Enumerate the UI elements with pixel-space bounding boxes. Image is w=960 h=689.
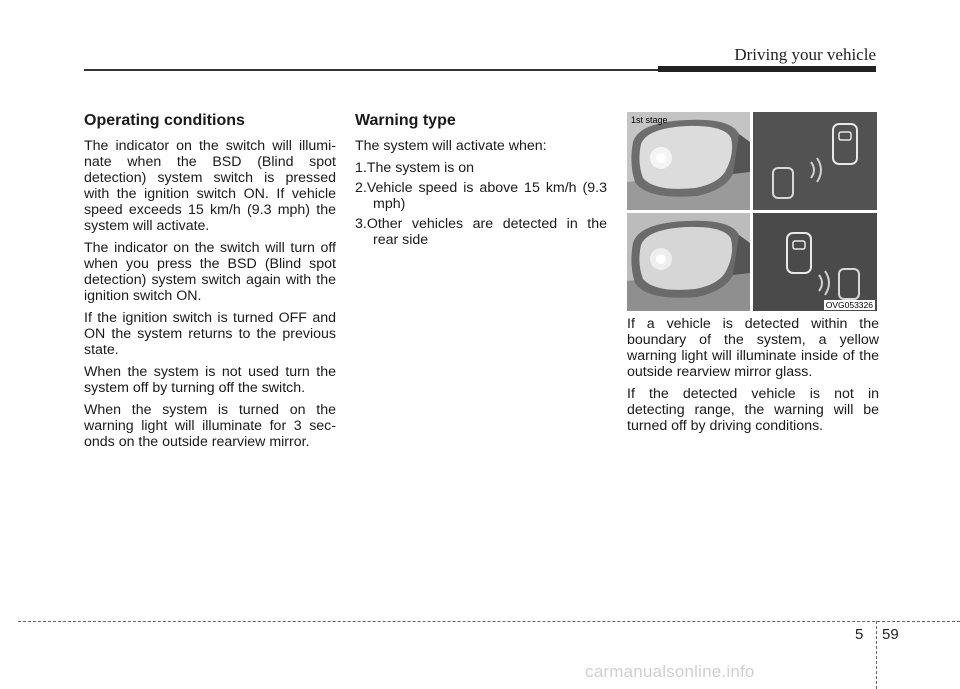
- warning-type-section: [355, 112, 607, 252]
- operating-paragraph: The indicator on the switch will illumi-nate when the BSD (Blind spot detection) system switch is pressed with the ignition switch ON. If vehicle speed exceeds 15 km/h (9.3 mph) the system will activate.: [84, 138, 336, 234]
- watermark: carmanualsonline.info: [585, 662, 755, 681]
- warning-type-heading: Warning type: [355, 112, 456, 129]
- mirror-photo-second: [627, 213, 750, 311]
- vehicle-detection-diagram-bottom: [753, 213, 877, 311]
- page-number-separator: [876, 621, 877, 689]
- page-header-title: Driving your vehicle: [734, 45, 876, 64]
- header-accent-bar: [658, 66, 876, 72]
- list-item: 3.Other vehicles are detected in the rear side: [355, 216, 607, 248]
- chapter-number: 5: [855, 626, 864, 643]
- operating-paragraph: When the system is turned on the warning light will illuminate for 3 sec-onds on the outside rearview mirror.: [84, 402, 336, 450]
- stage-label: 1st stage: [631, 115, 668, 125]
- warning-description-section: [627, 316, 879, 440]
- warning-intro: The system will activate when:: [355, 138, 547, 154]
- operating-conditions-heading: Operating conditions: [84, 112, 245, 129]
- operating-paragraph: If the ignition switch is turned OFF and ON the system returns to the previous state.: [84, 310, 336, 358]
- list-item: 1.The system is on: [355, 160, 475, 176]
- mirror-photo-first-stage: [627, 112, 750, 210]
- warning-conditions-list: [355, 160, 607, 248]
- footer-divider: [18, 621, 960, 622]
- figure-code: OVG053326: [825, 300, 873, 310]
- warning-description-paragraph: If the detected vehicle is not in detecting range, the warning will be turned off by driving conditions.: [627, 386, 879, 434]
- page-number: 59: [882, 626, 899, 643]
- list-item: 2.Vehicle speed is above 15 km/h (9.3 mph): [355, 180, 607, 212]
- bsd-warning-figure: [627, 112, 877, 311]
- warning-description-paragraph: If a vehicle is detected within the boundary of the system, a yellow warning light will illuminate inside of the outside rearview mirror glass.: [627, 316, 879, 380]
- operating-paragraph: When the system is not used turn the system off by turning off the switch.: [84, 364, 336, 396]
- vehicle-detection-diagram-top: [753, 112, 877, 210]
- operating-conditions-section: [84, 112, 336, 456]
- operating-paragraph: The indicator on the switch will turn off when you press the BSD (Blind spot detection) system switch again with the ignition switch ON.: [84, 240, 336, 304]
